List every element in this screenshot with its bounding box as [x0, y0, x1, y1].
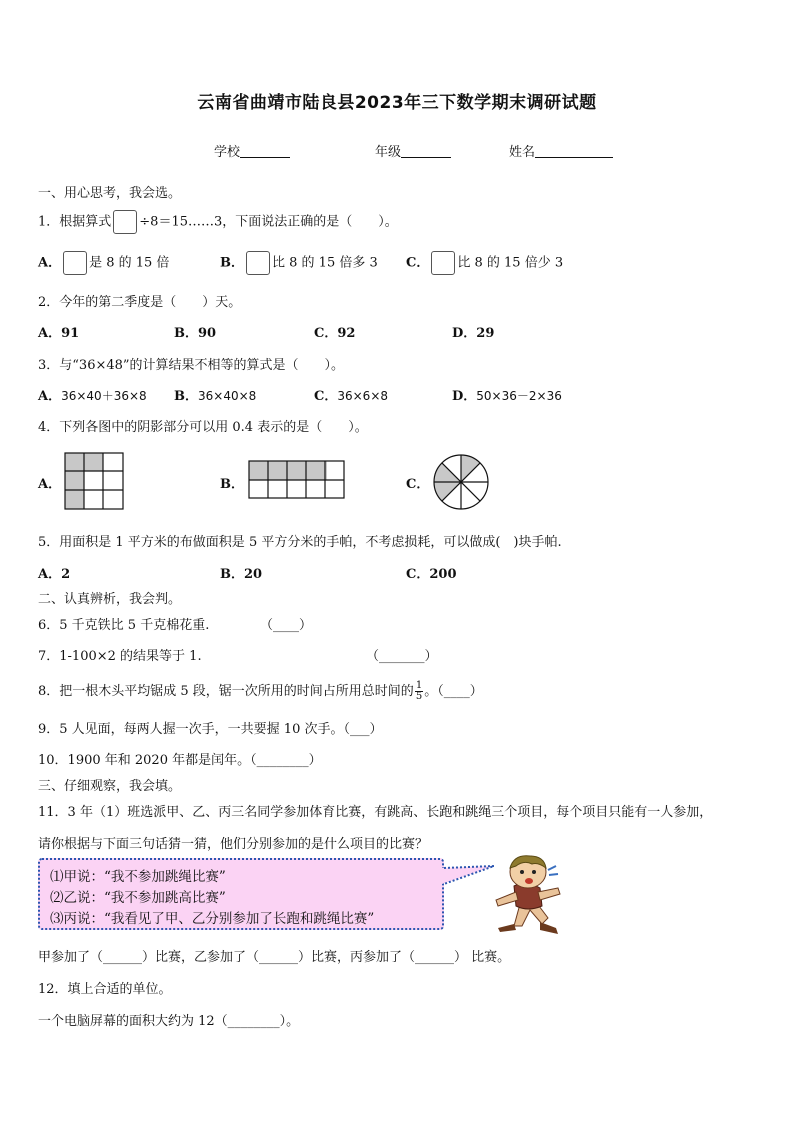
section-heading-2: 二、认真辨析，我会判。 — [38, 592, 182, 607]
q8-answer-blank: 。（____） — [424, 684, 483, 699]
grid-3x3-figure — [64, 452, 124, 510]
option-text: 比 8 的 15 倍少 3 — [457, 255, 564, 271]
blank-box-icon — [431, 251, 455, 275]
q3-option-d — [452, 385, 562, 404]
q2-option-c: C．92 — [314, 326, 356, 341]
q7-answer-blank: （_______） — [366, 649, 438, 664]
shaded-sector — [434, 482, 461, 501]
name-blank — [535, 145, 613, 158]
running-boy-cartoon-icon — [486, 852, 572, 936]
shaded-sector — [434, 463, 461, 482]
bubble-line-1: ⑴甲说：“我不参加跳绳比赛” — [50, 869, 226, 885]
page-title: 云南省曲靖市陆良县2023年三下数学期末调研试题 — [197, 93, 597, 113]
q3-option-c — [314, 385, 388, 404]
fraction-numerator: 1 — [415, 680, 423, 691]
option-label: B． — [220, 255, 244, 271]
q3-option-b — [174, 385, 256, 404]
option-expression: 50×36－2×36 — [476, 389, 562, 403]
q1-stem-pre: 1．根据算式 — [38, 214, 112, 230]
question-11-line-1: 11．3 年（1）班选派甲、乙、丙三名同学参加体育比赛，有跳高、长跑和跳绳三个项目，每个项目只能有一人参加， — [38, 805, 713, 820]
school-field — [214, 141, 290, 160]
fraction-denominator: 5 — [415, 691, 423, 702]
option-label: C． — [406, 255, 430, 271]
q5-option-b: B．20 — [220, 567, 263, 582]
option-expression: 36×6×8 — [337, 389, 389, 403]
pie-8-sectors-figure — [432, 453, 490, 511]
option-expression: 36×40×8 — [198, 389, 257, 403]
option-text: 比 8 的 15 倍多 3 — [272, 255, 378, 271]
question-5: 5．用面积是 1 平方米的布做面积是 5 平方分米的手帕，不考虑损耗，可以做成( )块手帕. — [38, 535, 562, 550]
option-label: D． — [452, 389, 477, 404]
question-12: 12．填上合适的单位。 — [38, 982, 172, 997]
q5-option-a: A．2 — [38, 567, 71, 582]
name-field — [509, 141, 613, 160]
grade-blank — [401, 145, 451, 158]
shaded-cell — [65, 471, 84, 490]
question-11-answer-line: 甲参加了（______）比赛，乙参加了（______）比赛，丙参加了（______） 比赛。 — [38, 950, 511, 965]
school-blank — [240, 145, 290, 158]
question-2: 2．今年的第二季度是（ ）天。 — [38, 295, 242, 310]
blank-box-icon — [113, 210, 137, 234]
question-7: 7．1-100×2 的结果等于 1. — [38, 649, 202, 664]
question-6: 6．5 千克铁比 5 千克棉花重. — [38, 618, 210, 633]
option-expression: 36×40＋36×8 — [61, 389, 147, 403]
fraction — [415, 681, 423, 702]
q1-stem-post: ÷8＝15……3，下面说法正确的是（ ）。 — [139, 214, 398, 230]
option-label: A． — [38, 255, 62, 271]
grade-label: 年级 — [375, 145, 402, 160]
question-9: 9．5 人见面，每两人握一次手，一共要握 10 次手。（___） — [38, 722, 383, 737]
q6-answer-blank: （____） — [260, 618, 313, 633]
q2-option-b: B．90 — [174, 326, 217, 341]
bubble-line-2: ⑵乙说：“我不参加跳高比赛” — [50, 890, 226, 906]
school-label: 学校 — [214, 145, 241, 160]
option-label: B． — [174, 389, 198, 404]
shaded-sector — [461, 455, 480, 482]
question-10: 10．1900 年和 2020 年都是闰年。（________） — [38, 753, 322, 768]
q5-option-c: C．200 — [406, 567, 457, 582]
shaded-cell — [84, 453, 103, 471]
bubble-line-3: ⑶丙说：“我看见了甲、乙分别参加了长跑和跳绳比赛” — [50, 911, 375, 927]
question-3: 3．与“36×48”的计算结果不相等的算式是（ ）。 — [38, 358, 345, 373]
blank-box-icon — [63, 251, 87, 275]
q4-option-a-label: A． — [38, 477, 62, 492]
grid-5x2-figure — [248, 460, 346, 500]
shaded-row — [249, 461, 327, 480]
question-8 — [38, 680, 483, 702]
question-1 — [38, 210, 398, 234]
section-heading-3: 三、仔细观察，我会填。 — [38, 779, 182, 794]
question-12-line: 一个电脑屏幕的面积大约为 12（________）。 — [38, 1014, 300, 1029]
q8-stem: 8．把一根木头平均锯成 5 段，锯一次所用的时间占所用总时间的 — [38, 684, 414, 699]
q4-option-c-label: C． — [406, 477, 430, 492]
q1-option-a — [38, 251, 169, 275]
speech-bubble — [38, 858, 444, 930]
name-label: 姓名 — [509, 145, 536, 160]
q4-option-b-label: B． — [220, 477, 244, 492]
option-text: 是 8 的 15 倍 — [89, 255, 170, 271]
grade-field — [375, 141, 451, 160]
question-11-line-2: 请你根据与下面三句话猜一猜，他们分别参加的是什么项目的比赛？ — [38, 837, 429, 852]
option-label: C． — [314, 389, 338, 404]
shaded-cell — [65, 453, 84, 471]
q1-option-b — [220, 251, 378, 275]
option-label: A． — [38, 389, 62, 404]
q2-option-a: A．91 — [38, 326, 80, 341]
shaded-cell — [65, 490, 84, 509]
question-4: 4．下列各图中的阴影部分可以用 0.4 表示的是（ ）。 — [38, 420, 368, 435]
blank-box-icon — [246, 251, 270, 275]
q2-option-d: D．29 — [452, 326, 495, 341]
q3-option-a — [38, 385, 147, 404]
q1-option-c — [406, 251, 563, 275]
section-heading-1: 一、用心思考，我会选。 — [38, 186, 182, 201]
